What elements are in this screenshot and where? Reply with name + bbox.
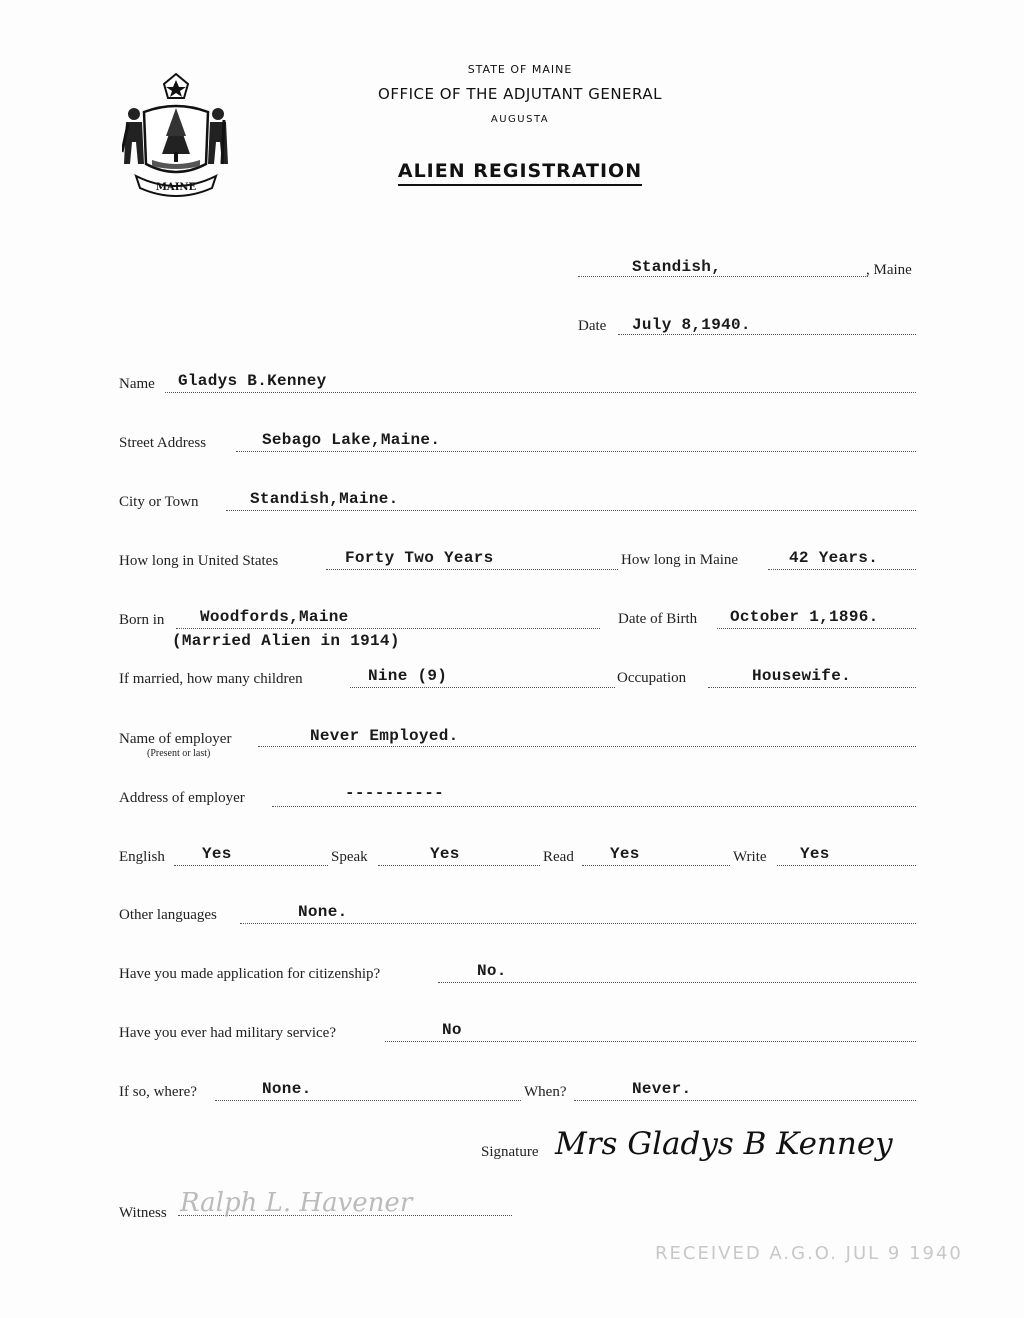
when-value: Never. xyxy=(632,1080,692,1098)
where-value: None. xyxy=(262,1080,312,1098)
place-suffix: , Maine xyxy=(866,262,912,278)
emp-address-value: ---------- xyxy=(345,784,445,802)
children-value: Nine (9) xyxy=(368,667,448,685)
born-note: (Married Alien in 1914) xyxy=(172,632,400,650)
street-value: Sebago Lake,Maine. xyxy=(262,431,441,449)
speak-value: Yes xyxy=(430,845,460,863)
header-office: OFFICE OF THE ADJUTANT GENERAL xyxy=(378,85,662,103)
english-label: English xyxy=(119,849,165,865)
when-label: When? xyxy=(524,1084,567,1100)
read-label: Read xyxy=(543,849,574,865)
born-value: Woodfords,Maine xyxy=(200,608,349,626)
name-label: Name xyxy=(119,376,155,392)
name-value: Gladys B.Kenney xyxy=(178,372,327,390)
witness-signature: Ralph L. Havener xyxy=(180,1188,413,1218)
maine-value: 42 Years. xyxy=(789,549,879,567)
us-value: Forty Two Years xyxy=(345,549,494,567)
signature-value: Mrs Gladys B Kenney xyxy=(555,1126,893,1162)
svg-text:MAINE: MAINE xyxy=(155,182,197,193)
employer-label: Name of employer xyxy=(119,731,232,747)
emp-address-label: Address of employer xyxy=(119,790,245,806)
received-stamp: RECEIVED A.G.O. JUL 9 1940 xyxy=(655,1243,963,1264)
dob-label: Date of Birth xyxy=(618,611,698,627)
occupation-label: Occupation xyxy=(617,670,687,686)
employer-sub-label: (Present or last) xyxy=(147,748,211,759)
english-value: Yes xyxy=(202,845,232,863)
write-label: Write xyxy=(733,849,767,865)
date-label: Date xyxy=(578,318,607,334)
signature-label: Signature xyxy=(481,1144,539,1160)
witness-label: Witness xyxy=(119,1205,167,1221)
other-languages-value: None. xyxy=(298,903,348,921)
header-city: AUGUSTA xyxy=(490,114,550,125)
us-label: How long in United States xyxy=(119,553,279,569)
city-label: City or Town xyxy=(119,494,199,510)
born-label: Born in xyxy=(119,612,165,628)
date-value: July 8,1940. xyxy=(632,316,751,334)
military-label: Have you ever had military service? xyxy=(119,1025,336,1041)
employer-value: Never Employed. xyxy=(310,727,459,745)
maine-label: How long in Maine xyxy=(621,552,739,568)
place-value: Standish, xyxy=(632,258,722,276)
form-title: ALIEN REGISTRATION xyxy=(0,160,1024,182)
speak-label: Speak xyxy=(331,849,368,865)
street-label: Street Address xyxy=(119,435,207,451)
read-value: Yes xyxy=(610,845,640,863)
military-value: No xyxy=(442,1021,462,1039)
occupation-value: Housewife. xyxy=(752,667,852,685)
dob-value: October 1,1896. xyxy=(730,608,879,626)
city-value: Standish,Maine. xyxy=(250,490,399,508)
citizenship-label: Have you made application for citizenship? xyxy=(119,966,381,982)
where-label: If so, where? xyxy=(119,1084,197,1100)
other-languages-label: Other languages xyxy=(119,907,217,923)
header-state: STATE OF MAINE xyxy=(467,63,573,76)
write-value: Yes xyxy=(800,845,830,863)
children-label: If married, how many children xyxy=(119,671,303,687)
citizenship-value: No. xyxy=(477,962,507,980)
